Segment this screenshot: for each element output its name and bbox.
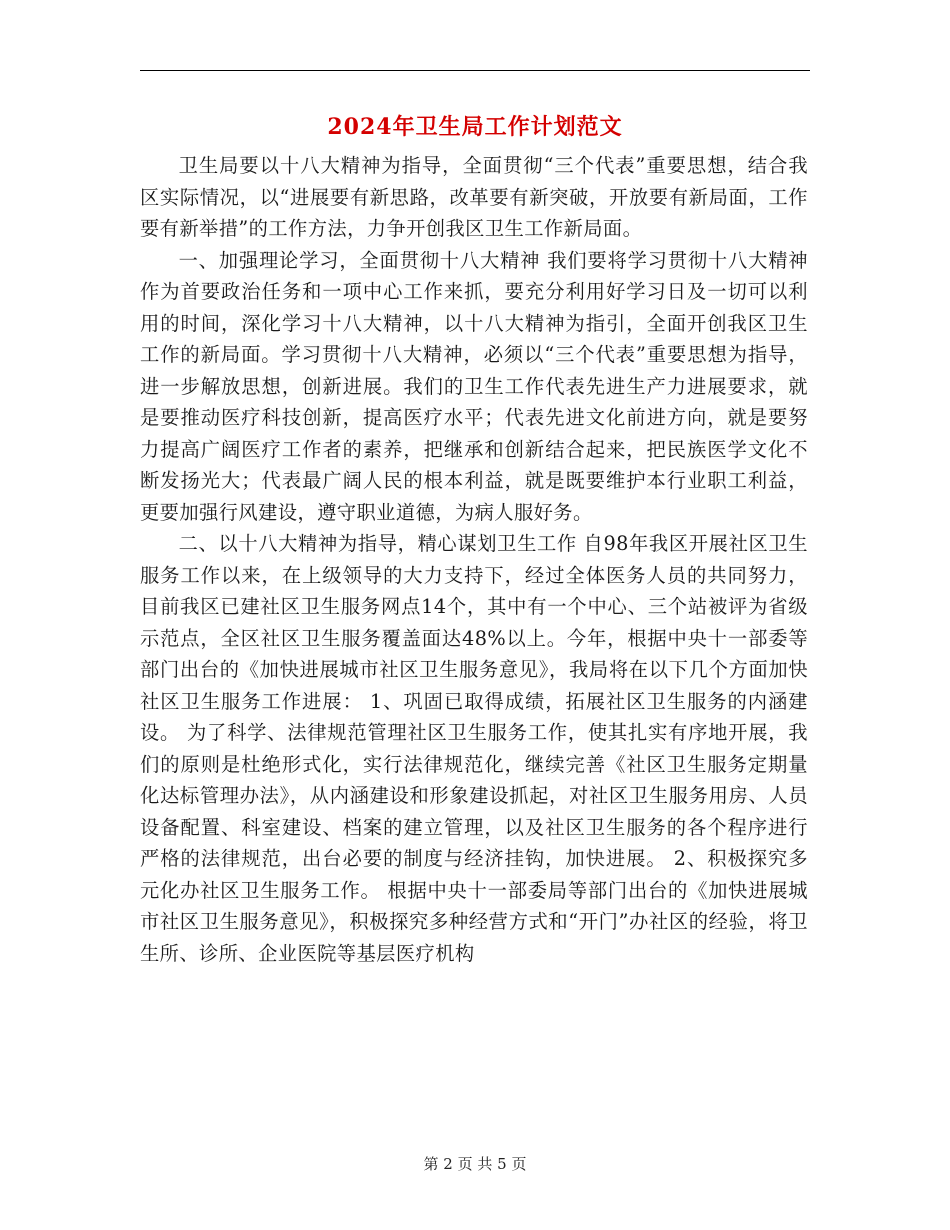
page-footer xyxy=(0,1152,950,1176)
header-rule xyxy=(140,70,810,71)
paragraph-section-1: 一、加强理论学习，全面贯彻十八大精神 我们要将学习贯彻十八大精神作为首要政治任务和一项中心工作来抓，要充分利用好学习日及一切可以利用的时间，深化学习十八大精神，以十八大精神为指引，全面开创我区卫生工作的新局面。学习贯彻十八大精神，必须以“三个代表”重要思想为指导，进一步解放思想，创新进展。我们的卫生工作代表先进生产力进展要求，就是要推动医疗科技创新，提高医疗水平；代表先进文化前进方向，就是要努力提高广阔医疗工作者的素养，把继承和创新结合起来，把民族医学文化不断发扬光大；代表最广阔人民的根本利益，就是既要维护本行业职工利益，更要加强行风建设，遵守职业道德，为病人服好务。 xyxy=(140,248,808,524)
page-prefix: 第 xyxy=(423,1155,439,1173)
page-current: 2 xyxy=(443,1155,453,1173)
paragraph-section-2: 二、以十八大精神为指导，精心谋划卫生工作 自98年我区开展社区卫生服务工作以来，在上级领导的大力支持下，经过全体医务人员的共同努力，目前我区已建社区卫生服务网点14个，其中有一个中心、三个站被评为省级示范点，全区社区卫生服务覆盖面达48%以上。今年，根据中央十一部委等部门出台的《加快进展城市社区卫生服务意见》，我局将在以下几个方面加快社区卫生服务工作进展： 1、巩固已取得成绩，拓展社区卫生服务的内涵建设。 为了科学、法律规范管理社区卫生服务工作，使其扎实有序地开展，我们的原则是杜绝形式化，实行法律规范化，继续完善《社区卫生服务定期量化达标管理办法》，从内涵建设和形象建设抓起，对社区卫生服务用房、人员设备配置、科室建设、档案的建立管理，以及社区卫生服务的各个程序进行严格的法律规范，出台必要的制度与经济挂钩，加快进展。 2、积极探究多元化办社区卫生服务工作。 根据中央十一部委局等部门出台的《加快进展城市社区卫生服务意见》，积极探究多种经营方式和“开门”办社区的经验，将卫生所、诊所、企业医院等基层医疗机构 xyxy=(140,532,808,965)
paragraph-intro: 卫生局要以十八大精神为指导，全面贯彻“三个代表”重要思想，结合我区实际情况，以“进展要有新思路，改革要有新突破，开放要有新局面，工作要有新举措”的工作方法，力争开创我区卫生工作新局面。 xyxy=(140,154,808,240)
document-title: 2024年卫生局工作计划范文 xyxy=(327,114,623,140)
page-total: 5 xyxy=(497,1155,507,1173)
document-body xyxy=(140,150,808,969)
page-mid: 页 共 xyxy=(457,1155,493,1173)
page-suffix: 页 xyxy=(511,1155,527,1173)
